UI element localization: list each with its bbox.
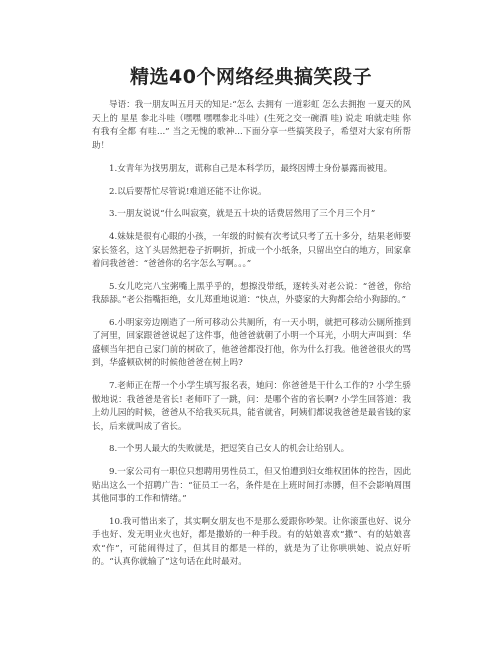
joke-paragraph-6: 6.小明家旁边刚造了一所可移动公共厕所，有一天小明，就把可移动公厕所推到了河里，回家跟爸爸说起了这件事，他爸爸就朝了小明一个耳光，小明大声叫到：华盛顿当年把自己家门前的树砍了，他爸爸都没打他，你为什么打我。他爸爸很火的骂到，华盛顿砍树的时候他爸爸在树上吗? [92, 317, 411, 369]
joke-paragraph-1: 1.女青年为找男朋友，谎称自己是本科学历，最终因博士身份暴露而被甩。 [109, 164, 393, 174]
joke-paragraph-10: 10.我可惜出来了，其实啊女朋友也不是那么爱跟你吵架。让你滚蛋也好、说分手也好、发无明业火也好，都是撒娇的一种手段。有的姑娘喜欢“撒”、有的姑娘喜欢“作”，可能闹得过了，但其目的都是一样的，就是为了让你哄哄她、说点好听的。“认真你就输了”这句话在此时最对。 [92, 516, 411, 568]
joke-paragraph-3: 3.一朋友说说“什么叫寂寞，就是五十块的话费居然用了三个月三个月” [109, 209, 376, 220]
joke-paragraph-4: 4.妹妹是很有心眼的小孩，一年级的时候有次考试只考了五十多分，结果老师要家长签名，这丫头居然把卷子折啊折，折成一个小纸条，只留出空白的地方，回家拿着问我爸爸：“爸爸你的名字怎么写啊。。。” [92, 232, 411, 270]
joke-paragraph-2: 2.以后要帮忙尽管说!难道还能不让你说。 [109, 186, 267, 197]
joke-paragraph-7: 7.老师正在帮一个小学生填写报名表，她问：你爸爸是干什么工作的? 小学生骄傲地说：我爸爸是省长! 老师吓了一跳，问：是哪个省的省长啊? 小学生回答道：我上幼儿园的时候，爸爸从不给我买玩具，能省就省，阿姨们都说我爸爸是最省钱的家长，后来就叫成了省长。 [92, 381, 411, 432]
joke-paragraph-5: 5.女儿吃完八宝粥嘴上黑乎乎的，想擦没带纸，逐转头对老公说：“爸爸，你给我舔舔。”老公指嘴拒绝，女儿郑重地说道：“快点，外婆家的大狗都会给小狗舔的。” [92, 281, 411, 306]
joke-paragraph-8: 8.一个男人最大的失败就是，把逗笑自己女人的机会让给别人。 [109, 444, 350, 455]
page-title: 精选40个网络经典搞笑段子 [130, 66, 372, 88]
joke-paragraph-9: 9.一家公司有一职位只想聘用男性员工，但又怕遭到妇女维权团体的控告，因此贴出这么一个招聘广告：“征员工一名，条件是在上班时间打赤膊，但不会影响周围其他同事的工作和情绪。” [92, 467, 411, 504]
article-body [92, 99, 411, 579]
intro-paragraph: 导语：我一朋友叫五月天的知足:“怎么 去拥有 一道彩虹 怎么去拥抱 一夏天的风 天上的 星星 参北斗哇（嘿嘿 嘿嘿参北斗哇）(生死之交一碗酒 哇) 说走 咱就走哇 你有我有全都 有哇...” 当之无愧的歌神...下面分享一些搞笑段子，希望对大家有所帮助！ [92, 100, 411, 151]
